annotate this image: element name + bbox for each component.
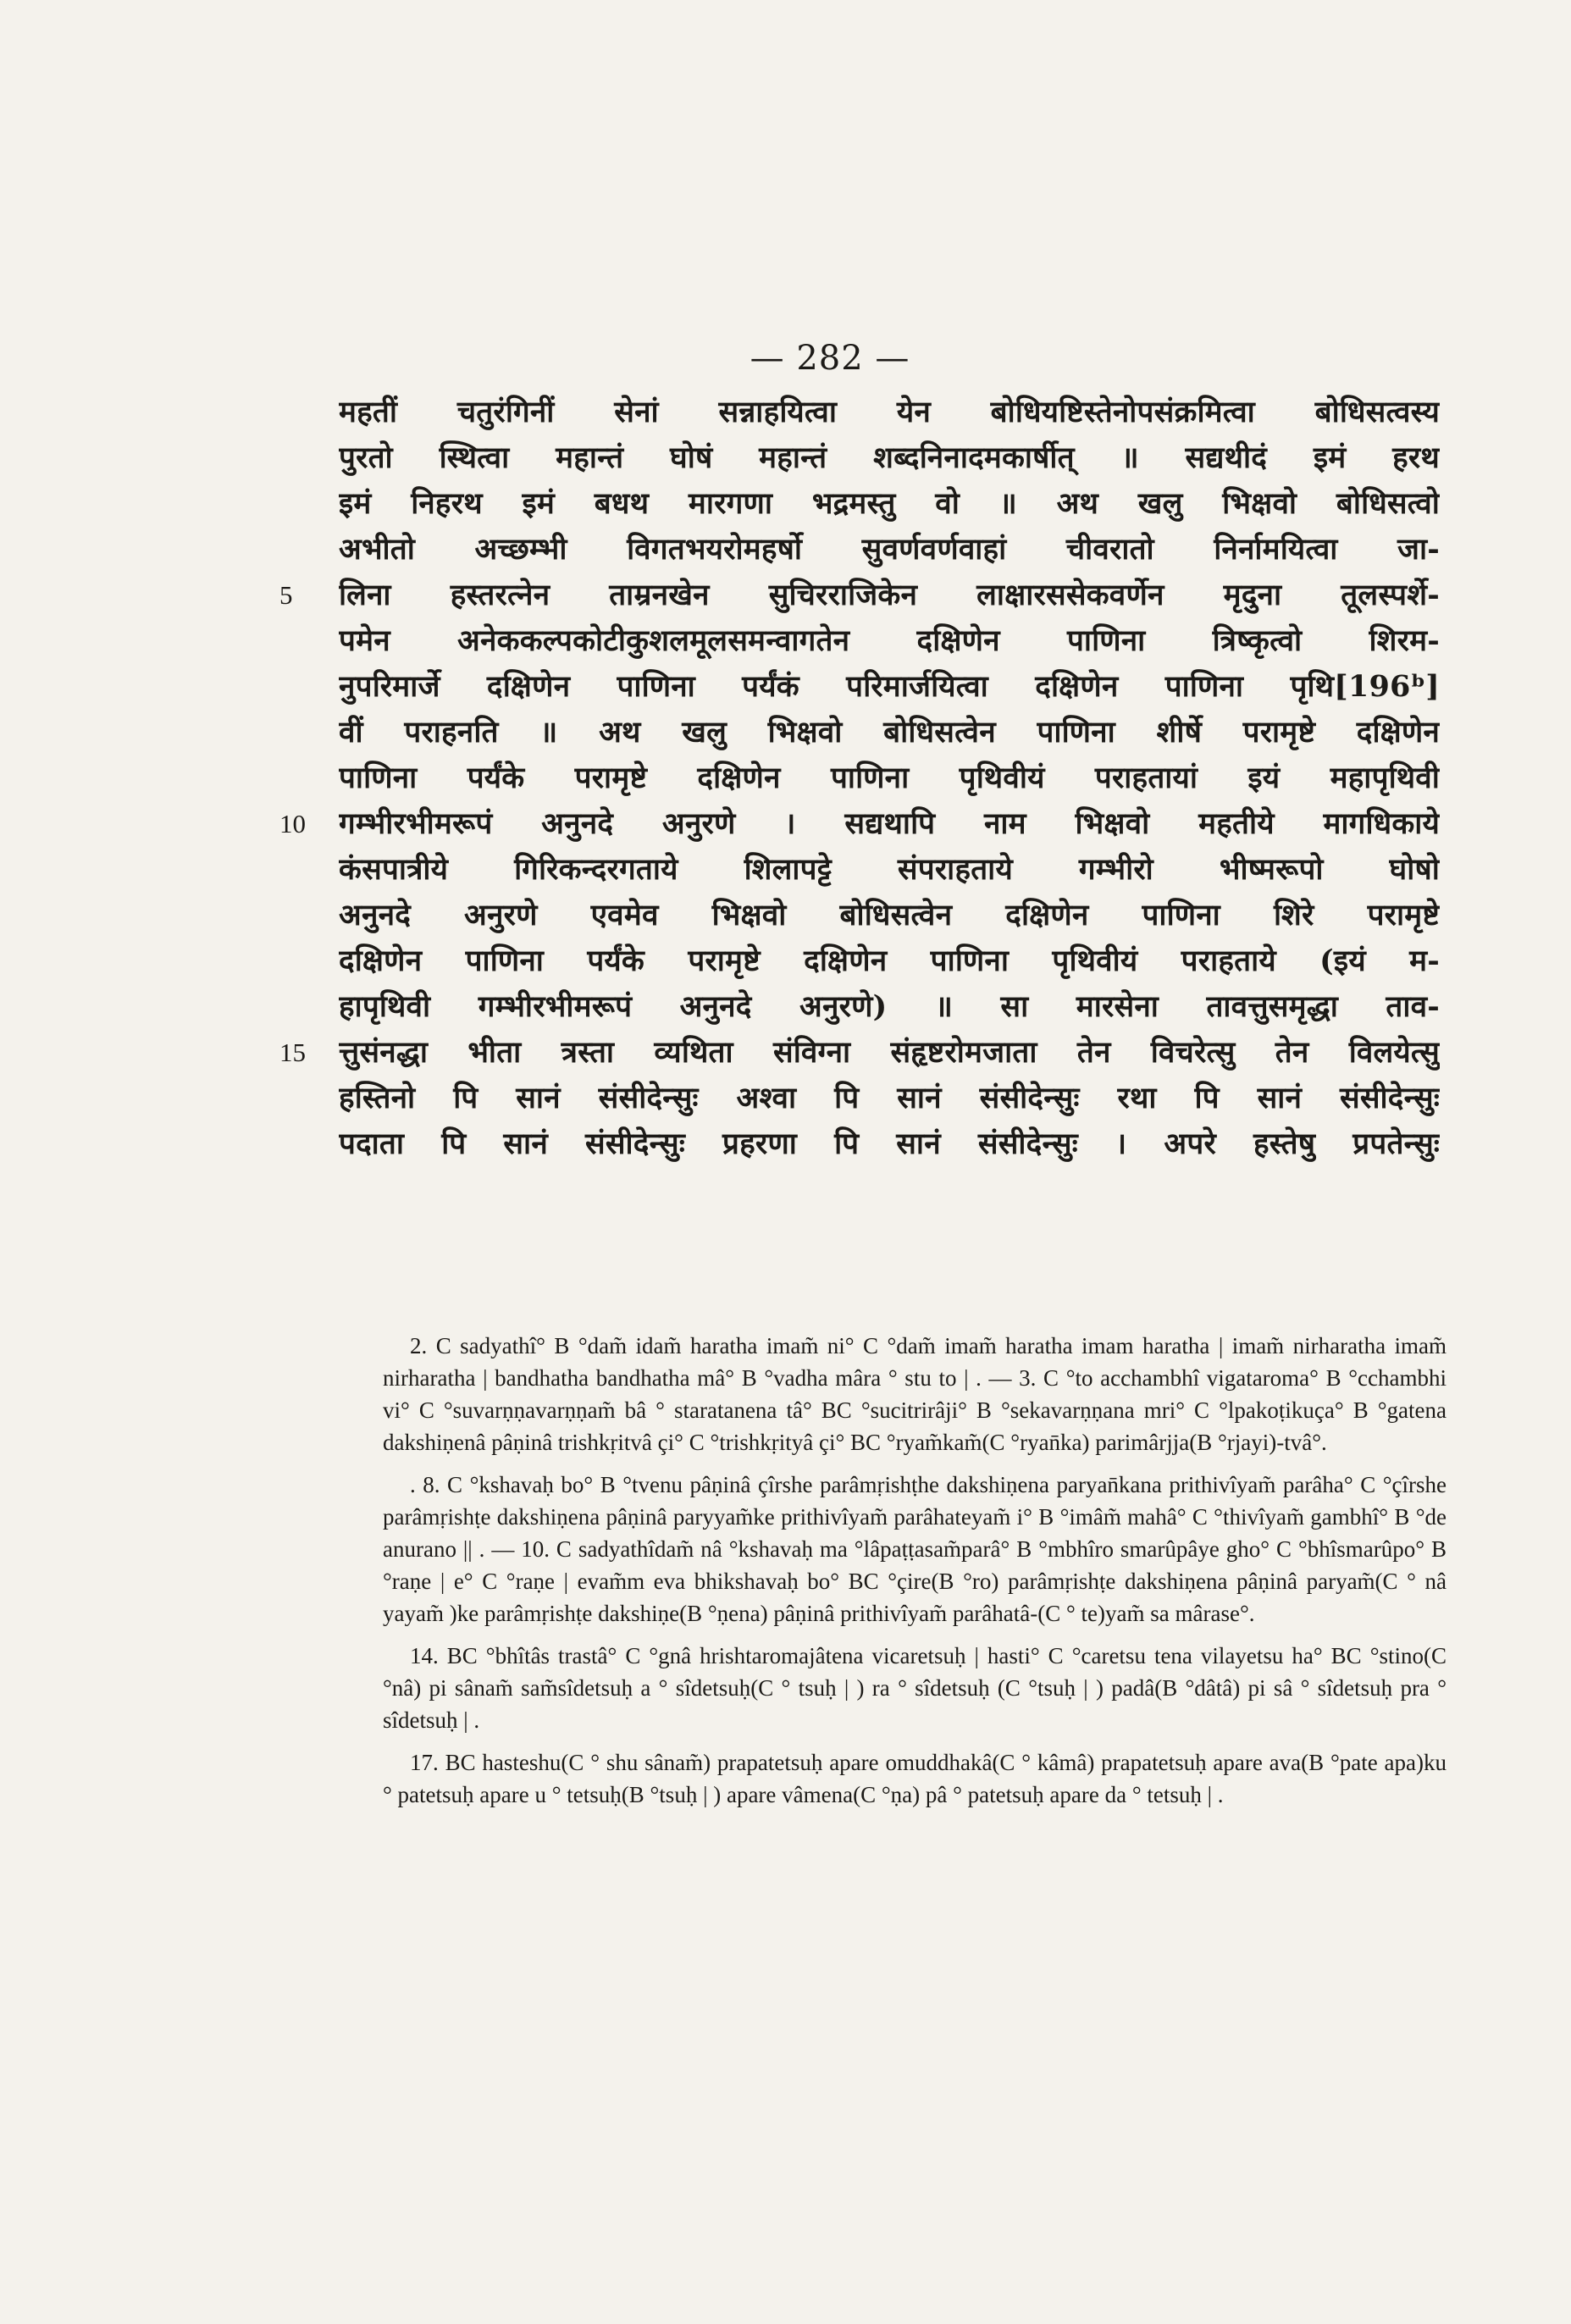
text-line: लिना हस्तरत्नेन ताम्रनखेन सुचिरराजिकेन लाक्षारससेकवर्णेन मृदुना तूलस्पर्शे-	[339, 578, 1440, 612]
text-line: दक्षिणेन पाणिना पर्यंके परामृष्टे दक्षिणेन पाणिना पृथिवीयं पराहताये (इयं म-	[339, 943, 1440, 978]
text-line: इमं निहरथ इमं बधथ मारगणा भद्रमस्तु वो ॥ अथ खलु भिक्षवो बोधिसत्वो	[339, 486, 1440, 521]
page-number: — 282 —	[750, 339, 910, 378]
text-line: गम्भीरभीमरूपं अनुनदे अनुरणे । सद्यथापि नाम भिक्षवो महतीये मागधिकाये	[339, 806, 1440, 841]
text-line: वीं पराहनति ॥ अथ खलु भिक्षवो बोधिसत्वेन पाणिना शीर्षे परामृष्टे दक्षिणेन	[339, 715, 1440, 750]
footnote: 2. C sadyathî° B °dam̃ idam̃ haratha imam̃ ni° C °dam̃ imam̃ haratha imam haratha | imam̃ nirharatha imam̃ nirharatha | bandhatha bandhatha mâ° B °vadha mâra ° stu to | . — 3. C °to acchambhî vigataroma° B °cchambhi vi° C °suvarṇṇavarṇṇam̃ bâ ° staratanena tâ° BC °sucitrirâji° B °sekavarṇṇana mri° C °lpakoṭikuça° B °gatena dakshiṇenâ pâṇinâ trishkṛitvâ çi° C °trishkṛityâ çi° BC °ryam̃kam̃(C °ryan̄ka) parimârjja(B °rjayi)-tvâ°.	[383, 1333, 1447, 1455]
text-line: अभीतो अच्छम्भी विगतभयरोमहर्षो सुवर्णवर्णवाहां चीवरातो निर्नामयित्वा जा-	[339, 532, 1440, 567]
footnote: 17. BC hasteshu(C ° shu sânam̃) prapatetsuḥ apare omuddhakâ(C ° kâmâ) prapatetsuḥ apare ava(B °pate apa)ku ° patetsuḥ apare u ° tetsuḥ(B °tsuḥ | ) apare vâmena(C °ṇa) pâ ° patetsuḥ apare da ° tetsuḥ | .	[383, 1750, 1447, 1807]
text-line: हापृथिवी गम्भीरभीमरूपं अनुनदे अनुरणे) ॥ सा मारसेना तावत्तुसमृद्धा ताव-	[339, 989, 1440, 1024]
text-line: पदाता पि सानं संसीदेन्सुः प्रहरणा पि सानं संसीदेन्सुः । अपरे हस्तेषु प्रपतेन्सुः	[339, 1126, 1440, 1161]
text-line: नुपरिमार्जे दक्षिणेन पाणिना पर्यंकं परिमार्जयित्वा दक्षिणेन पाणिना पृथि[196ᵇ]	[339, 669, 1440, 704]
text-line: पाणिना पर्यंके परामृष्टे दक्षिणेन पाणिना पृथिवीयं पराहतायां इयं महापृथिवी	[339, 761, 1440, 795]
sanskrit-text-block	[339, 390, 1440, 1167]
text-line: अनुनदे अनुरणे एवमेव भिक्षवो बोधिसत्वेन दक्षिणेन पाणिना शिरे परामृष्टे	[339, 898, 1440, 932]
text-line: हस्तिनो पि सानं संसीदेन्सुः अश्वा पि सानं संसीदेन्सुः रथा पि सानं संसीदेन्सुः	[339, 1081, 1440, 1115]
text-line: पुरतो स्थित्वा महान्तं घोषं महान्तं शब्दनिनादमकार्षीत् ॥ सद्यथीदं इमं हरथ	[339, 440, 1440, 475]
text-line: महतीं चतुरंगिनीं सेनां सन्नाहयित्वा येन बोधियष्टिस्तेनोपसंक्रमित्वा बोधिसत्वस्य	[339, 395, 1440, 429]
text-line: त्तुसंनद्धा भीता त्रस्ता व्यथिता संविग्ना संहृष्टरोमजाता तेन विचरेत्सु तेन विलयेत्सु	[339, 1035, 1440, 1070]
line-number-10: 10	[279, 809, 306, 838]
footnote: . 8. C °kshavaḥ bo° B °tvenu pâṇinâ çîrshe parâmṛishṭhe dakshiṇena paryan̄kana prithivîyam̃ parâha° C °çîrshe parâmṛishṭe dakshiṇena pâṇinâ paryyam̃ke prithivîyam̃ parâhateyam̃ i° B °imâm̃ mahâ° C °thivîyam̃ gambhî° B °de anurano || . — 10. C sadyathîdam̃ nâ °kshavaḥ ma °lâpaṭṭasam̃parâ° B °mbhîro smarûpâye gho° C °bhîsmarûpo° B °raṇe | e° C °raṇe | evam̃m eva bhikshavaḥ bo° BC °çire(B °ro) parâmṛishṭe dakshiṇena pâṇinâ paryam̃(C ° nâ yayam̃ )ke parâmṛishṭe dakshiṇe(B °ṇena) pâṇinâ prithivîyam̃ parâhatâ-(C ° te)yam̃ sa mârase°.	[383, 1472, 1447, 1626]
footnote: 14. BC °bhîtâs trastâ° C °gnâ hrishtaromajâtena vicaretsuḥ | hasti° C °caretsu tena vilayetsu ha° BC °stino(C °nâ) pi sânam̃ sam̃sîdetsuḥ a ° sîdetsuḥ(C ° tsuḥ | ) ra ° sîdetsuḥ (C °tsuḥ | ) padâ(B °dâtâ) pi sâ ° sîdetsuḥ pra ° sîdetsuḥ | .	[383, 1643, 1447, 1733]
footnotes-block	[383, 1330, 1447, 1821]
text-line: कंसपात्रीये गिरिकन्दरगताये शिलापट्टे संपराहताये गम्भीरो भीष्मरूपो घोषो	[339, 852, 1440, 887]
text-line: पमेन अनेककल्पकोटीकुशलमूलसमन्वागतेन दक्षिणेन पाणिना त्रिष्कृत्वो शिरम-	[339, 623, 1440, 658]
line-number-5: 5	[279, 580, 293, 610]
line-number-15: 15	[279, 1038, 306, 1067]
